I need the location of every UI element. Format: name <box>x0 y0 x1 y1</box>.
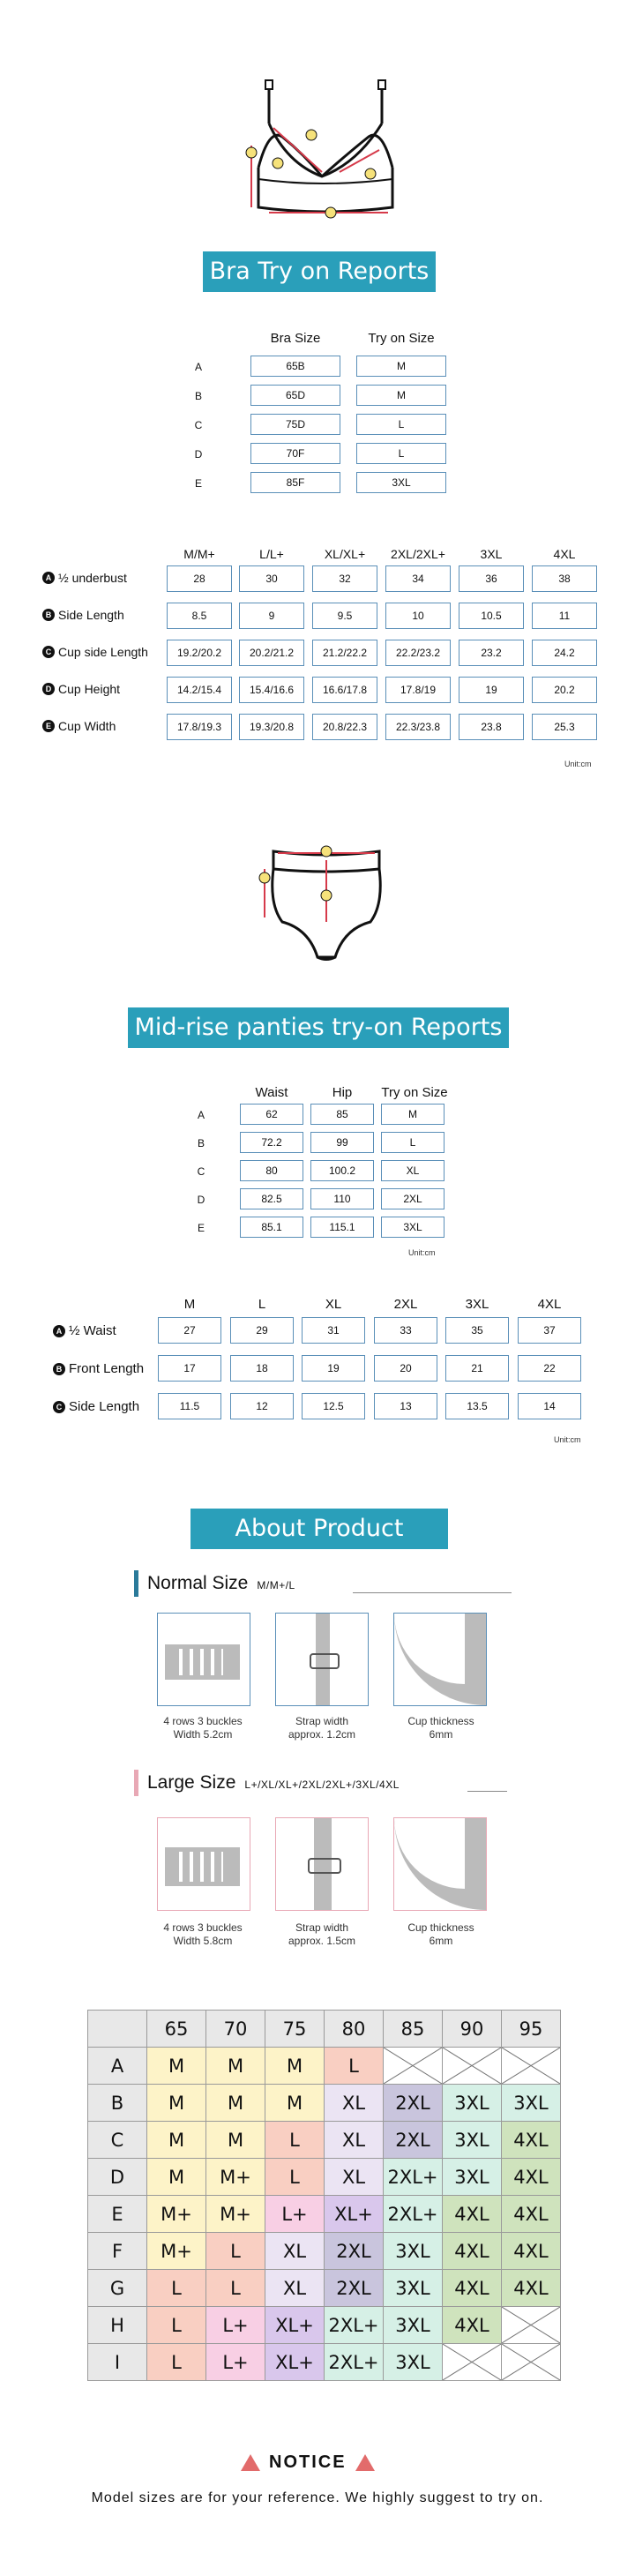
panty-fit-cell: 3XL <box>381 1217 444 1238</box>
row-letter: E <box>194 477 202 490</box>
grid-cell: L <box>265 2122 325 2159</box>
measure-row-label <box>42 645 148 659</box>
measure-cell: 17.8/19.3 <box>167 714 232 740</box>
measure-cell: 22.3/23.8 <box>385 714 451 740</box>
grid-row-header: F <box>88 2233 147 2270</box>
panty-row-label <box>53 1323 116 1338</box>
normal-buckle-image <box>157 1613 250 1706</box>
grid-cell: 3XL <box>443 2159 502 2196</box>
measure-col-header: 4XL <box>553 547 576 561</box>
panty-col-header: XL <box>325 1297 342 1312</box>
panty-measure-cell: 35 <box>445 1317 509 1344</box>
panty-measure-cell: 12 <box>230 1393 294 1419</box>
hip-cell: 99 <box>310 1132 374 1153</box>
panty-row-label <box>53 1361 144 1376</box>
grid-row-header: C <box>88 2122 147 2159</box>
grid-cell: 4XL <box>443 2196 502 2233</box>
bra-size-cell: 65B <box>250 356 340 377</box>
grid-cell: 3XL <box>384 2307 443 2344</box>
grid-row-header: B <box>88 2085 147 2122</box>
try-on-size-header: Try on Size <box>368 331 435 346</box>
measure-cell: 9 <box>239 603 304 629</box>
grid-cell: 2XL <box>325 2270 384 2307</box>
measure-cell: 25.3 <box>532 714 597 740</box>
measure-cell: 10 <box>385 603 451 629</box>
try-on-cell: M <box>356 385 446 406</box>
badge-icon: A <box>42 572 55 584</box>
grid-cell: 3XL <box>443 2085 502 2122</box>
waist-cell: 82.5 <box>240 1188 303 1209</box>
row-letter: A <box>197 1109 205 1121</box>
measure-cell: 34 <box>385 565 451 592</box>
measure-cell: 16.6/17.8 <box>312 677 377 703</box>
row-letter: E <box>197 1222 205 1234</box>
measure-cell: 19.3/20.8 <box>239 714 304 740</box>
panty-illustration <box>247 834 406 966</box>
grid-cell: 4XL <box>443 2233 502 2270</box>
grid-cell: 3XL <box>502 2085 561 2122</box>
normal-caption-3: Cup thickness 6mm <box>407 1715 474 1741</box>
grid-col-header: 85 <box>384 2011 443 2048</box>
hip-cell: 110 <box>310 1188 374 1209</box>
grid-cell: 3XL <box>384 2270 443 2307</box>
grid-cell: M <box>147 2159 206 2196</box>
measure-row-label <box>42 571 127 585</box>
waist-cell: 80 <box>240 1160 303 1181</box>
large-caption-3: Cup thickness 6mm <box>407 1921 474 1947</box>
grid-cell: 2XL+ <box>384 2159 443 2196</box>
measure-cell: 28 <box>167 565 232 592</box>
grid-cell: M+ <box>206 2196 265 2233</box>
grid-cell: L+ <box>265 2196 325 2233</box>
measure-row-label <box>42 682 120 696</box>
table-row <box>88 2159 561 2196</box>
measure-cell: 9.5 <box>312 603 377 629</box>
bra-report-banner: Bra Try on Reports <box>203 251 436 292</box>
large-caption-2: Strap width approx. 1.5cm <box>288 1921 356 1947</box>
panty-measure-cell: 27 <box>158 1317 221 1344</box>
panty-label: ½ Waist <box>69 1323 116 1338</box>
table-row <box>88 2085 561 2122</box>
waist-cell: 85.1 <box>240 1217 303 1238</box>
panty-measure-cell: 12.5 <box>302 1393 365 1419</box>
panty-label: Front Length <box>69 1361 145 1376</box>
large-size-range: L+/XL/XL+/2XL/2XL+/3XL/4XL <box>244 1778 400 1791</box>
panty-fit-cell: 2XL <box>381 1188 444 1209</box>
grid-cell: XL <box>265 2270 325 2307</box>
grid-cell: 4XL <box>502 2196 561 2233</box>
grid-cell: 4XL <box>443 2270 502 2307</box>
grid-cell-empty <box>502 2048 561 2085</box>
panty-col-header: 3XL <box>465 1297 489 1312</box>
grid-cell: M+ <box>206 2159 265 2196</box>
measure-col-header: XL/XL+ <box>324 547 366 561</box>
panty-measure-cell: 22 <box>518 1355 581 1382</box>
grid-cell: L <box>206 2233 265 2270</box>
row-letter: D <box>194 448 203 461</box>
grid-cell: 3XL <box>384 2344 443 2381</box>
waist-cell: 62 <box>240 1104 303 1125</box>
measure-cell: 24.2 <box>532 640 597 666</box>
bra-size-cell: 70F <box>250 443 340 464</box>
notice-text: Model sizes are for your reference. We highly suggest to try on. <box>91 2490 544 2505</box>
badge-icon: C <box>53 1401 65 1413</box>
grid-row-header: I <box>88 2344 147 2381</box>
bra-size-header: Bra Size <box>270 331 321 346</box>
panty-measure-cell: 20 <box>374 1355 437 1382</box>
measure-cell: 23.2 <box>459 640 524 666</box>
measure-col-header: L/L+ <box>259 547 284 561</box>
grid-cell: M <box>147 2085 206 2122</box>
grid-cell: 4XL <box>502 2159 561 2196</box>
row-letter: B <box>194 390 202 402</box>
grid-cell: M <box>147 2048 206 2085</box>
warning-icon <box>241 2454 260 2471</box>
grid-cell-empty <box>384 2048 443 2085</box>
grid-cell: M <box>147 2122 206 2159</box>
grid-cell-empty <box>443 2048 502 2085</box>
grid-row-header: G <box>88 2270 147 2307</box>
grid-col-header: 75 <box>265 2011 325 2048</box>
grid-col-header: 90 <box>443 2011 502 2048</box>
measure-cell: 17.8/19 <box>385 677 451 703</box>
panty-fit-cell: XL <box>381 1160 444 1181</box>
grid-cell: XL+ <box>265 2344 325 2381</box>
normal-size-label: Normal Size <box>147 1573 249 1593</box>
grid-cell: L <box>147 2270 206 2307</box>
panty-measure-cell: 13 <box>374 1393 437 1419</box>
panty-measure-cell: 19 <box>302 1355 365 1382</box>
panty-report-unit: Unit:cm <box>408 1248 436 1257</box>
waist-cell: 72.2 <box>240 1132 303 1153</box>
measure-cell: 15.4/16.6 <box>239 677 304 703</box>
panty-col-header: 2XL <box>393 1297 418 1312</box>
measure-cell: 32 <box>312 565 377 592</box>
measure-cell: 14.2/15.4 <box>167 677 232 703</box>
grid-cell: XL+ <box>325 2196 384 2233</box>
row-letter: B <box>197 1137 205 1149</box>
grid-cell: 3XL <box>384 2233 443 2270</box>
panty-measure-cell: 13.5 <box>445 1393 509 1419</box>
badge-icon: E <box>42 720 55 732</box>
hip-cell: 100.2 <box>310 1160 374 1181</box>
grid-col-header: 80 <box>325 2011 384 2048</box>
grid-corner <box>88 2011 147 2048</box>
measure-label: Side Length <box>58 608 124 622</box>
size-chart-table <box>87 2010 561 2381</box>
badge-icon: A <box>53 1325 65 1337</box>
grid-cell: 4XL <box>443 2307 502 2344</box>
row-letter: C <box>194 419 203 431</box>
badge-icon: C <box>42 646 55 658</box>
grid-row-header: A <box>88 2048 147 2085</box>
grid-cell-empty <box>502 2344 561 2381</box>
notice-title: NOTICE <box>269 2452 347 2472</box>
try-on-cell: M <box>356 356 446 377</box>
measure-cell: 21.2/22.2 <box>312 640 377 666</box>
row-letter: A <box>194 361 202 373</box>
large-size-label: Large Size <box>147 1772 236 1793</box>
grid-cell: XL+ <box>265 2307 325 2344</box>
row-letter: D <box>197 1194 205 1206</box>
table-row <box>88 2196 561 2233</box>
normal-caption-2: Strap width approx. 1.2cm <box>288 1715 356 1741</box>
table-row <box>88 2344 561 2381</box>
bra-unit: Unit:cm <box>564 760 592 768</box>
panty-try-on-header: Try on Size <box>381 1085 448 1100</box>
panty-label: Side Length <box>69 1399 140 1414</box>
grid-cell: XL <box>325 2122 384 2159</box>
try-on-cell: L <box>356 443 446 464</box>
badge-icon: B <box>42 609 55 621</box>
badge-icon: B <box>53 1363 65 1375</box>
normal-caption-1: 4 rows 3 buckles Width 5.2cm <box>163 1715 243 1741</box>
panty-fit-cell: L <box>381 1132 444 1153</box>
grid-cell: 4XL <box>502 2233 561 2270</box>
measure-label: Cup Height <box>58 682 121 696</box>
panty-col-header: M <box>183 1297 196 1312</box>
panty-measure-cell: 31 <box>302 1317 365 1344</box>
try-on-cell: L <box>356 414 446 435</box>
normal-cup-image <box>393 1613 487 1706</box>
grid-cell: 2XL+ <box>325 2307 384 2344</box>
panty-col-header: L <box>258 1297 266 1312</box>
grid-cell: XL <box>325 2159 384 2196</box>
panty-unit: Unit:cm <box>554 1435 581 1444</box>
grid-cell: M <box>206 2122 265 2159</box>
measure-cell: 22.2/23.2 <box>385 640 451 666</box>
normal-strap-image <box>275 1613 369 1706</box>
notice-heading <box>241 2452 375 2473</box>
measure-cell: 20.2/21.2 <box>239 640 304 666</box>
measure-row-label <box>42 608 124 622</box>
grid-cell: L <box>206 2270 265 2307</box>
large-buckle-image <box>157 1817 250 1911</box>
measure-label: Cup Width <box>58 719 116 733</box>
measure-cell: 11 <box>532 603 597 629</box>
measure-cell: 19 <box>459 677 524 703</box>
grid-cell: XL <box>325 2085 384 2122</box>
measure-cell: 20.2 <box>532 677 597 703</box>
hip-cell: 115.1 <box>310 1217 374 1238</box>
grid-cell: M+ <box>147 2196 206 2233</box>
panty-measure-cell: 21 <box>445 1355 509 1382</box>
measure-col-header: 2XL/2XL+ <box>391 547 445 561</box>
panty-measure-cell: 33 <box>374 1317 437 1344</box>
grid-row-header: E <box>88 2196 147 2233</box>
bra-illustration <box>234 75 410 229</box>
grid-cell-empty <box>443 2344 502 2381</box>
panty-col-header: 4XL <box>537 1297 562 1312</box>
try-on-cell: 3XL <box>356 472 446 493</box>
measure-label: ½ underbust <box>58 571 127 585</box>
measure-cell: 38 <box>532 565 597 592</box>
warning-icon <box>355 2454 375 2471</box>
panty-measure-cell: 37 <box>518 1317 581 1344</box>
grid-cell: 4XL <box>502 2270 561 2307</box>
bra-size-cell: 75D <box>250 414 340 435</box>
panty-row-label <box>53 1399 139 1414</box>
grid-cell: 2XL+ <box>325 2344 384 2381</box>
grid-cell: L+ <box>206 2344 265 2381</box>
grid-cell: M <box>265 2048 325 2085</box>
grid-cell-empty <box>502 2307 561 2344</box>
table-row <box>88 2122 561 2159</box>
hip-cell: 85 <box>310 1104 374 1125</box>
measure-cell: 8.5 <box>167 603 232 629</box>
grid-cell: L+ <box>206 2307 265 2344</box>
grid-row-header: H <box>88 2307 147 2344</box>
measure-cell: 30 <box>239 565 304 592</box>
panty-measure-cell: 11.5 <box>158 1393 221 1419</box>
large-strap-image <box>275 1817 369 1911</box>
measure-label: Cup side Length <box>58 645 148 659</box>
hip-header: Hip <box>332 1085 353 1100</box>
row-letter: C <box>197 1165 205 1178</box>
large-caption-1: 4 rows 3 buckles Width 5.8cm <box>163 1921 243 1947</box>
grid-cell: M+ <box>147 2233 206 2270</box>
grid-cell: 2XL <box>384 2085 443 2122</box>
measure-cell: 23.8 <box>459 714 524 740</box>
panty-measure-cell: 14 <box>518 1393 581 1419</box>
badge-icon: D <box>42 683 55 695</box>
grid-cell: M <box>206 2048 265 2085</box>
panty-measure-cell: 29 <box>230 1317 294 1344</box>
grid-cell: M <box>265 2085 325 2122</box>
measure-cell: 19.2/20.2 <box>167 640 232 666</box>
grid-col-header: 70 <box>206 2011 265 2048</box>
grid-row-header: D <box>88 2159 147 2196</box>
table-row <box>88 2307 561 2344</box>
grid-col-header: 65 <box>147 2011 206 2048</box>
grid-cell: L <box>147 2307 206 2344</box>
normal-size-title <box>134 1570 295 1597</box>
table-row <box>88 2233 561 2270</box>
grid-cell: XL <box>265 2233 325 2270</box>
details-banner: About Product Details <box>190 1509 448 1549</box>
bra-size-cell: 65D <box>250 385 340 406</box>
panty-fit-cell: M <box>381 1104 444 1125</box>
measure-cell: 20.8/22.3 <box>312 714 377 740</box>
grid-cell: L <box>147 2344 206 2381</box>
large-cup-image <box>393 1817 487 1911</box>
measure-col-header: M/M+ <box>183 547 215 561</box>
waist-header: Waist <box>255 1085 288 1100</box>
grid-cell: 4XL <box>502 2122 561 2159</box>
grid-cell: M <box>206 2085 265 2122</box>
grid-cell: 2XL <box>384 2122 443 2159</box>
measure-cell: 36 <box>459 565 524 592</box>
grid-cell: 3XL <box>443 2122 502 2159</box>
grid-cell: L <box>265 2159 325 2196</box>
measure-cell: 10.5 <box>459 603 524 629</box>
panty-report-banner: Mid-rise panties try-on Reports <box>128 1007 509 1048</box>
grid-col-header: 95 <box>502 2011 561 2048</box>
measure-row-label <box>42 719 116 733</box>
panty-measure-cell: 17 <box>158 1355 221 1382</box>
large-size-title <box>134 1770 400 1796</box>
table-row <box>88 2270 561 2307</box>
normal-size-range: M/M+/L <box>257 1579 295 1591</box>
table-row <box>88 2048 561 2085</box>
bra-size-cell: 85F <box>250 472 340 493</box>
grid-cell: 2XL+ <box>384 2196 443 2233</box>
grid-cell: 2XL <box>325 2233 384 2270</box>
measure-col-header: 3XL <box>480 547 503 561</box>
panty-measure-cell: 18 <box>230 1355 294 1382</box>
grid-cell: L <box>325 2048 384 2085</box>
